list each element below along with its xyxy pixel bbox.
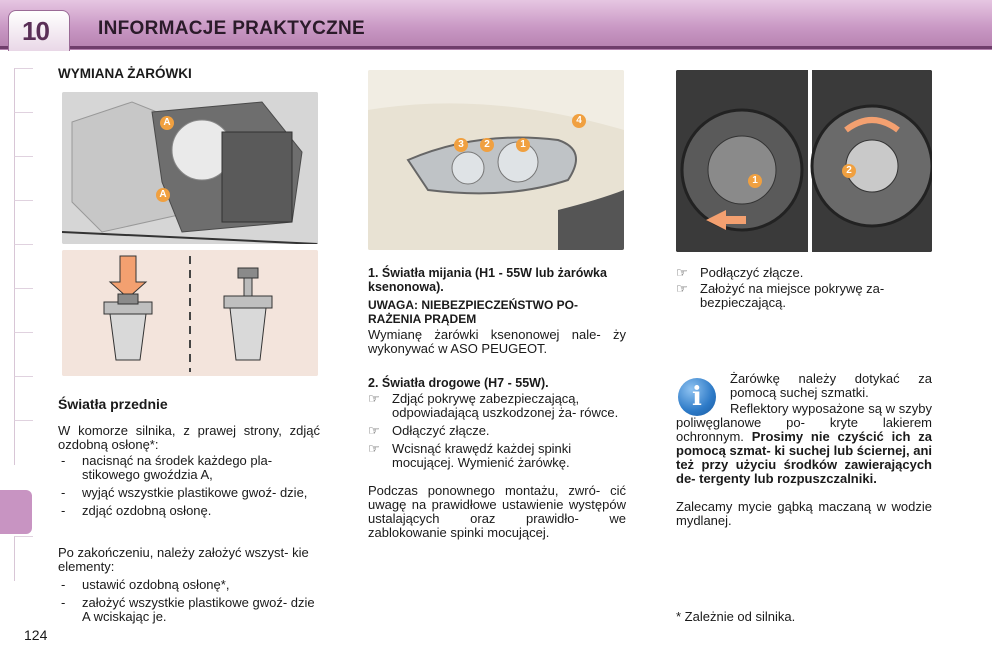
chapter-tab-7[interactable] [14, 332, 33, 377]
clip-label-a-bottom: A [156, 184, 170, 202]
refit-cover-step: ☞ Założyć na miejsce pokrywę za- bezpieczającą. [676, 281, 885, 310]
xenon-service-note: Wymianę żarówki ksenonowej nale- ży wykonywać w ASO PEUGEOT. [368, 327, 626, 356]
refit-step-2: - założyć wszystkie plastikowe gwoź- dzie A wciskając je. [58, 596, 320, 624]
chapter-tab-1[interactable] [14, 68, 33, 113]
remove-step-1: - nacisnąć na środek każdego pla- stikowego gwoździa A, [58, 454, 320, 482]
pointer-icon: ☞ [676, 281, 688, 296]
high-beam-step-3: ☞ Wcisnąć krawędź każdej spinki mocującej. Wymienić żarówkę. [368, 441, 572, 470]
polycarbonate-warning [676, 402, 932, 486]
remove-cover-steps [58, 454, 320, 518]
cover-label-1: 1 [748, 170, 762, 188]
bulb-cover-figure [676, 70, 932, 252]
cover-label-2: 2 [842, 160, 856, 178]
pointer-icon: ☞ [676, 265, 688, 280]
refit-steps [58, 578, 320, 624]
high-beam-step-2: ☞ Odłączyć złącze. [368, 423, 490, 438]
chapter-tab-2[interactable] [14, 112, 33, 157]
remove-step-2: - wyjąć wszystkie plastikowe gwoź- dzie, [58, 486, 320, 500]
front-lights-heading: Światła przednie [58, 396, 168, 412]
bulb-handling-note: Żarówkę należy dotykać za pomocą suchej szmatki. [730, 371, 932, 400]
chapter-tab-10-active[interactable] [0, 490, 32, 534]
headlamp-illustration [368, 70, 624, 250]
pointer-icon: ☞ [368, 391, 380, 406]
section-title: WYMIANA ŻARÓWKI [58, 66, 192, 81]
connect-step: ☞ Podłączyć złącze. [676, 265, 804, 280]
chapter-tab-6[interactable] [14, 288, 33, 333]
page-title: INFORMACJE PRAKTYCZNE [98, 18, 366, 39]
high-beam-heading: 2. Światła drogowe (H7 - 55W). [368, 376, 549, 390]
high-beam-step-1: ☞ Zdjąć pokrywę zabezpieczającą, odpowiadającą uszkodzonej ża- rówce. [368, 391, 619, 420]
headlamp-figure [368, 70, 624, 250]
engine-bay-figure [62, 92, 318, 244]
cleaning-warning: Prosimy nie czyścić ich za pomocą szmat- ki suchej lub ściernej, ani też przy użyciu środków zawierających de- tergenty lub rozpuszczalniki. [676, 429, 932, 486]
refit-cover-steps [676, 266, 932, 310]
chapter-sidebar [0, 50, 32, 610]
header-rule [0, 46, 992, 49]
page-number: 124 [24, 627, 48, 643]
refit-step-1: - ustawić ozdobną osłonę*, [58, 578, 320, 592]
clip-label-a-top: A [160, 112, 174, 130]
low-beam-heading: 1. Światła mijania (H1 - 55W lub żarówka ksenonowa). [368, 266, 607, 294]
refit-note: Podczas ponownego montażu, zwró- cić uwagę na prawidłowe ustawienie występów ustalających oraz prawidło- we zablokowanie spinki mocującej. [368, 483, 626, 540]
footnote: * Zależnie od silnika. [676, 609, 796, 624]
headlamp-label-4: 4 [572, 110, 586, 128]
chapter-tab-8[interactable] [14, 376, 33, 421]
headlamp-label-3: 3 [454, 134, 468, 152]
pointer-icon: ☞ [368, 423, 380, 438]
engine-bay-illustration [62, 92, 318, 244]
washing-recommendation: Zalecamy mycie gąbką maczaną w wodzie mydlanej. [676, 499, 932, 528]
clip-illustration [62, 250, 318, 376]
chapter-tab-5[interactable] [14, 244, 33, 289]
chapter-tab-11[interactable] [14, 536, 33, 581]
electric-shock-warning: UWAGA: NIEBEZPIECZEŃSTWO PO- RAŻENIA PRĄDEM [368, 298, 578, 326]
high-beam-steps [368, 392, 626, 470]
pointer-icon: ☞ [368, 441, 380, 456]
headlamp-label-2: 2 [480, 134, 494, 152]
remove-cover-intro: W komorze silnika, z prawej strony, zdjąć ozdobną osłonę*: [58, 423, 320, 452]
headlamp-label-1: 1 [516, 134, 530, 152]
info-icon: i [678, 378, 716, 416]
chapter-tab-3[interactable] [14, 156, 33, 201]
remove-step-3: - zdjąć ozdobną osłonę. [58, 504, 320, 518]
chapter-number: 10 [22, 16, 49, 46]
chapter-tab-4[interactable] [14, 200, 33, 245]
clip-figure [62, 250, 318, 376]
chapter-tab-9[interactable] [14, 420, 33, 465]
polycarbonate-note: Reflektory wyposażone są w szyby poliwęglanowe po- kryte lakierem ochronnym. [676, 401, 932, 444]
bulb-cover-illustration [676, 70, 932, 252]
refit-intro: Po zakończeniu, należy założyć wszyst- kie elementy: [58, 545, 309, 574]
